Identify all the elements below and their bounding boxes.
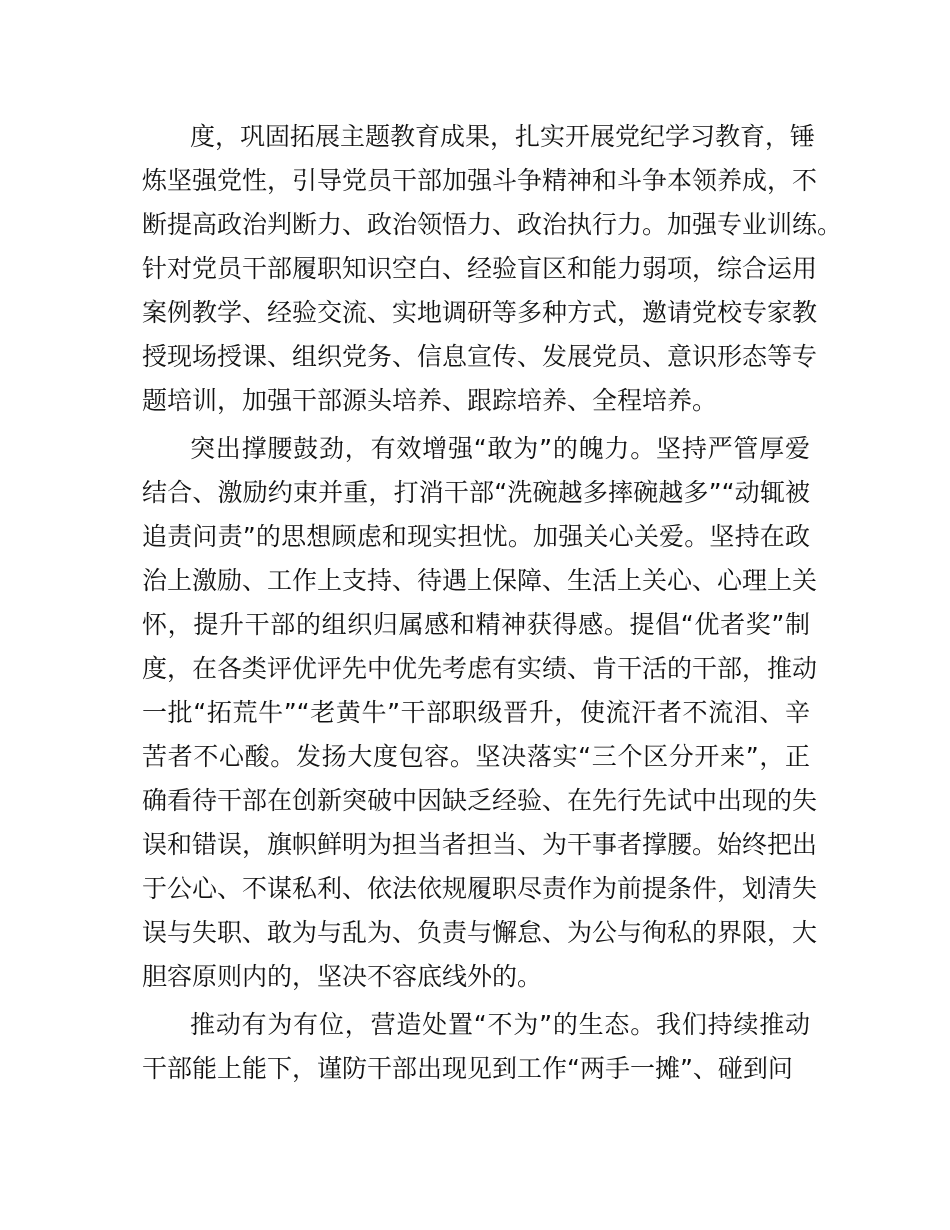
text-line: 断提高政治判断力、政治领悟力、政治执行力。加强专业训练。: [142, 210, 843, 239]
text-line: 结合、激励约束并重，打消干部“洗碗越多摔碗越多”“动辄被: [142, 478, 810, 507]
text-line: 误和错误，旗帜鲜明为担当者担当、为干事者撑腰。始终把出: [142, 830, 818, 859]
text-line: 追责问责”的思想顾虑和现实担忧。加强关心关爱。坚持在政: [142, 522, 810, 551]
text-line: 治上激励、工作上支持、待遇上保障、生活上关心、心理上关: [142, 566, 818, 595]
text-line: 突出撑腰鼓劲，有效增强“敢为”的魄力。坚持严管厚爱: [190, 434, 810, 463]
text-line: 误与失职、敢为与乱为、负责与懈怠、为公与徇私的界限，大: [142, 918, 818, 947]
text-line: 度，巩固拓展主题教育成果，扎实开展党纪学习教育，锤: [190, 122, 816, 151]
text-line: 怀，提升干部的组织归属感和精神获得感。提倡“优者奖”制: [142, 610, 810, 639]
text-line: 干部能上能下，谨防干部出现见到工作“两手一摊”、碰到问: [142, 1054, 793, 1083]
text-line: 一批“拓荒牛”“老黄牛”干部职级晋升，使流汗者不流泪、辛: [142, 698, 810, 727]
text-line: 题培训，加强干部源头培养、跟踪培养、全程培养。: [142, 386, 718, 415]
text-line: 度，在各类评优评先中优先考虑有实绩、肯干活的干部，推动: [142, 654, 818, 683]
text-line: 授现场授课、组织党务、信息宣传、发展党员、意识形态等专: [142, 342, 818, 371]
text-line: 推动有为有位，营造处置“不为”的生态。我们持续推动: [190, 1010, 810, 1039]
text-line: 针对党员干部履职知识空白、经验盲区和能力弱项，综合运用: [142, 254, 818, 283]
text-line: 确看待干部在创新突破中因缺乏经验、在先行先试中出现的失: [142, 786, 818, 815]
text-line: 于公心、不谋私利、依法依规履职尽责作为前提条件，划清失: [142, 874, 818, 903]
text-line: 炼坚强党性，引导党员干部加强斗争精神和斗争本领养成，不: [142, 166, 818, 195]
text-line: 案例教学、经验交流、实地调研等多种方式，邀请党校专家教: [142, 298, 818, 327]
text-line: 胆容原则内的，坚决不容底线外的。: [142, 962, 543, 991]
text-line: 苦者不心酸。发扬大度包容。坚决落实“三个区分开来”，正: [142, 742, 810, 771]
